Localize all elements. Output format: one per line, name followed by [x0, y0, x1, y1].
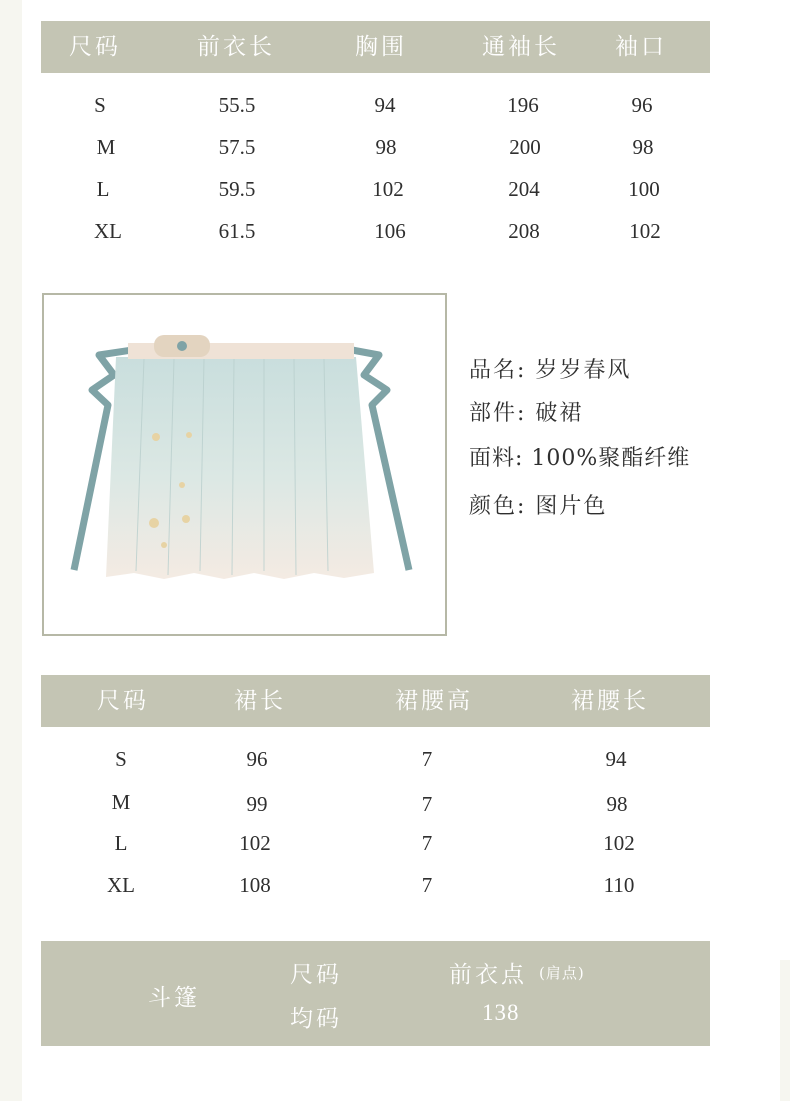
product-color: 颜色: 图片色 [469, 494, 608, 519]
product-name: 品名: 岁岁春风 [469, 358, 632, 383]
skirt-photo-icon [44, 295, 445, 634]
left-margin-strip [0, 0, 22, 1101]
product-fabric: 面料: 100%聚酯纤维 [469, 446, 691, 471]
header-front-length: 前衣长 [197, 34, 275, 60]
header-sleeve-length: 通袖长 [482, 34, 560, 60]
header-size: 尺码 [69, 34, 121, 60]
cloak-length-header: 前衣点 [449, 962, 527, 988]
product-part: 部件: 破裙 [469, 401, 584, 426]
cloak-size-value: 均码 [290, 1006, 342, 1032]
cloak-size-table [41, 941, 710, 1046]
cloak-length-value: 138 [482, 1000, 520, 1025]
header-size: 尺码 [97, 688, 149, 714]
header-cuff: 袖口 [615, 34, 667, 60]
header-waist-height: 裙腰高 [395, 688, 473, 714]
cloak-size-header: 尺码 [290, 962, 342, 988]
cloak-title: 斗篷 [148, 985, 200, 1011]
top-table-header [41, 21, 710, 73]
cloak-length-note: (肩点) [539, 964, 585, 982]
header-waist-length: 裙腰长 [571, 688, 649, 714]
right-margin-strip [780, 960, 790, 1101]
product-photo-frame [42, 293, 447, 636]
header-skirt-length: 裙长 [234, 688, 286, 714]
header-chest: 胸围 [355, 34, 407, 60]
skirt-table-header [41, 675, 710, 727]
